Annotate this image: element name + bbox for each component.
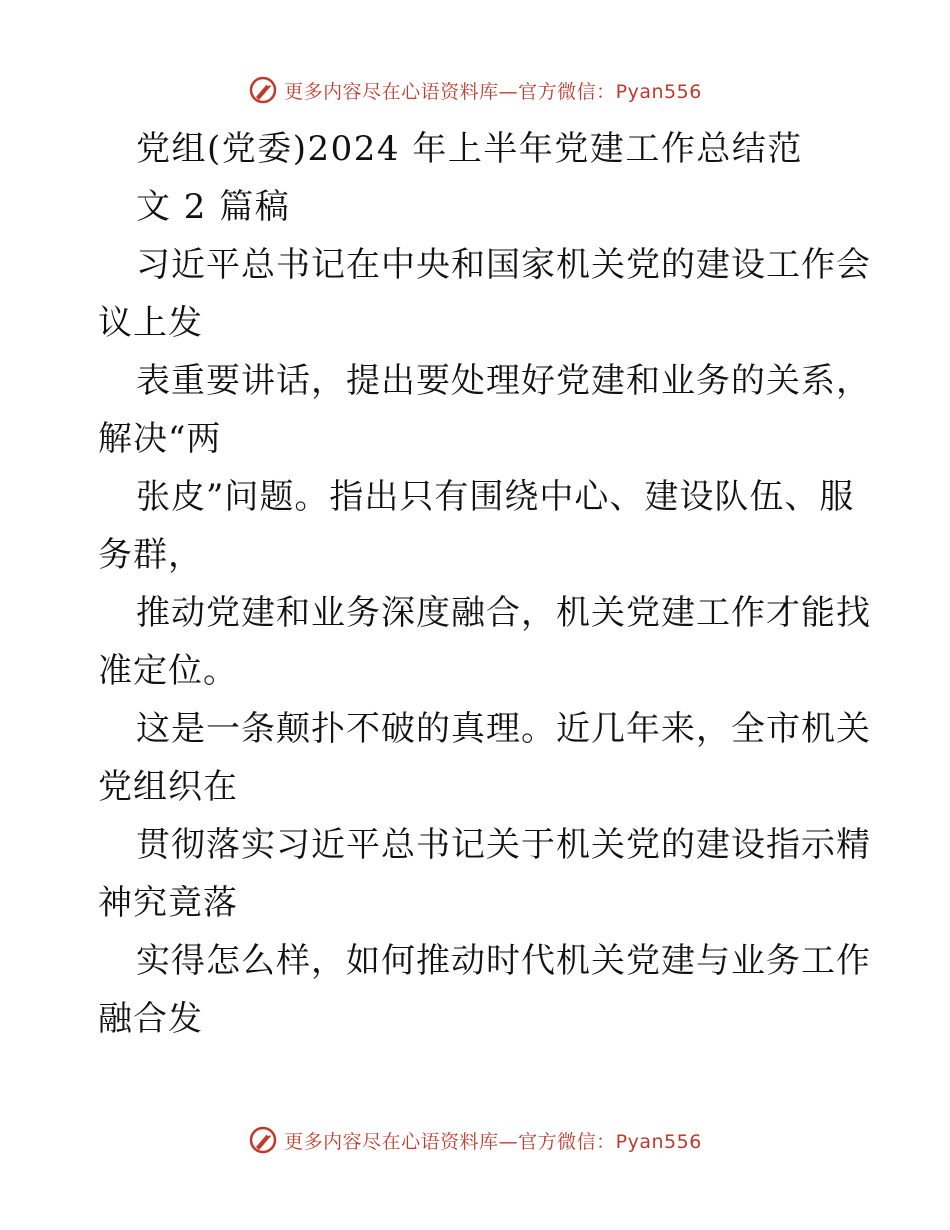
body-line: 实得怎么样，如何推动时代机关党建与业务工作 xyxy=(136,941,871,981)
body-line: 习近平总书记在中央和国家机关党的建设工作会 xyxy=(136,245,871,285)
pen-nib-logo-icon xyxy=(248,75,278,105)
body-line: 融合发 xyxy=(98,999,203,1039)
body-line: 准定位。 xyxy=(98,651,238,691)
body-line: 务群， xyxy=(98,535,203,575)
body-line: 议上发 xyxy=(98,303,203,343)
body-line: 神究竟落 xyxy=(98,883,238,923)
body-line: 这是一条颠扑不破的真理。近几年来，全市机关 xyxy=(136,709,871,749)
body-paragraphs xyxy=(98,236,871,1048)
header-banner xyxy=(0,70,950,110)
pen-nib-logo-icon xyxy=(248,1125,278,1155)
document-title-line-2: 文 2 篇稿 xyxy=(136,187,291,227)
body-line: 推动党建和业务深度融合，机关党建工作才能找 xyxy=(136,593,871,633)
body-line: 贯彻落实习近平总书记关于机关党的建设指示精 xyxy=(136,825,871,865)
body-line: 党组织在 xyxy=(98,767,238,807)
footer-banner xyxy=(0,1120,950,1160)
body-line: 解决“两 xyxy=(98,419,222,459)
banner-text: 更多内容尽在心语资料库—官方微信：Pyan556 xyxy=(284,80,702,103)
body-line: 张皮”问题。指出只有围绕中心、建设队伍、服 xyxy=(136,477,855,517)
document-title-line-1: 党组(党委)2024 年上半年党建工作总结范 xyxy=(136,129,803,169)
body-line: 表重要讲话，提出要处理好党建和业务的关系， xyxy=(136,361,871,401)
banner-text: 更多内容尽在心语资料库—官方微信：Pyan556 xyxy=(284,1130,702,1153)
document-body xyxy=(98,120,871,1048)
